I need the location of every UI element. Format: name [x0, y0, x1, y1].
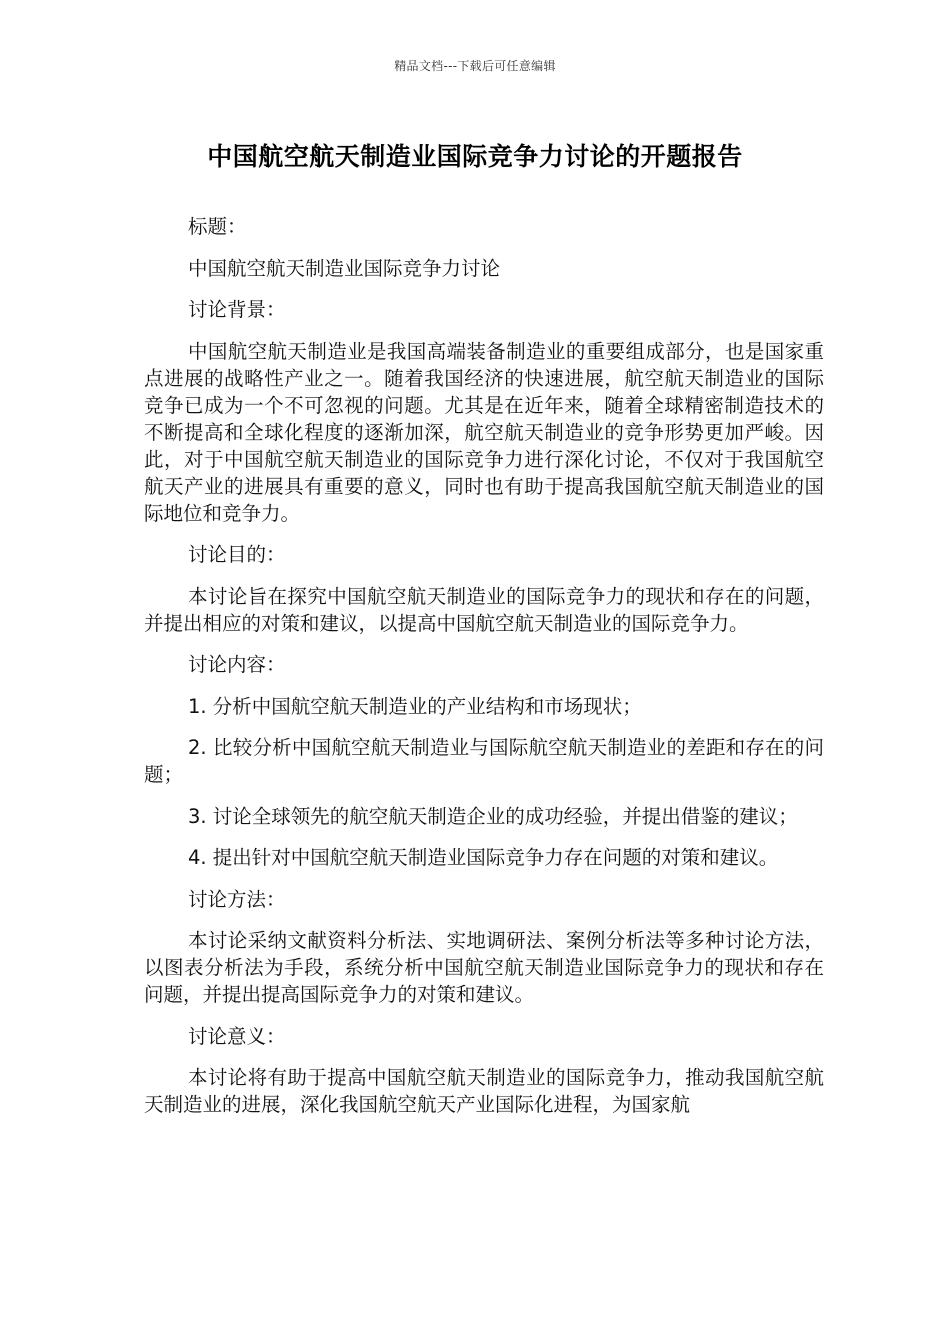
- header-note: 精品文档---下载后可任意编辑: [394, 59, 556, 73]
- purpose-paragraph: 本讨论旨在探究中国航空航天制造业的国际竞争力的现状和存在的问题，并提出相应的对策和建议，以提高中国航空航天制造业的国际竞争力。: [144, 584, 824, 635]
- method-paragraph: 本讨论采纳文献资料分析法、实地调研法、案例分析法等多种讨论方法，以图表分析法为手段，系统分析中国航空航天制造业国际竞争力的现状和存在问题，并提出提高国际竞争力的对策和建议。: [144, 929, 824, 1006]
- section-heading-content: 讨论内容：: [188, 653, 286, 676]
- label-title: 标题：: [188, 215, 247, 238]
- content-item-1: 1. 分析中国航空航天制造业的产业结构和市场现状；: [188, 694, 642, 718]
- background-paragraph: 中国航空航天制造业是我国高端装备制造业的重要组成部分，也是国家重点进展的战略性产业之一。随着我国经济的快速进展，航空航天制造业的国际竞争已成为一个不可忽视的问题。尤其是在近年来，随着全球精密制造技术的不断提高和全球化程度的逐渐加深，航空航天制造业的竞争形势更加严峻。因此，对于中国航空航天制造业的国际竞争力进行深化讨论，不仅对于我国航空航天产业的进展具有重要的意义，同时也有助于提高我国航空航天制造业的国际地位和竞争力。: [144, 339, 824, 525]
- section-heading-method: 讨论方法：: [188, 887, 286, 911]
- document-body: [144, 213, 824, 1133]
- content-item-4: 4. 提出针对中国航空航天制造业国际竞争力存在问题的对策和建议。: [188, 846, 779, 869]
- title-text: 中国航空航天制造业国际竞争力讨论: [188, 256, 501, 280]
- document-title: 中国航空航天制造业国际竞争力讨论的开题报告: [207, 142, 743, 171]
- significance-paragraph: 本讨论将有助于提高中国航空航天制造业的国际竞争力，推动我国航空航天制造业的进展，深化我国航空航天产业国际化进程，为国家航: [144, 1066, 824, 1116]
- section-heading-background: 讨论背景：: [188, 298, 286, 321]
- content-item-3: 3. 讨论全球领先的航空航天制造企业的成功经验，并提出借鉴的建议；: [188, 804, 798, 828]
- section-heading-significance: 讨论意义：: [188, 1024, 286, 1048]
- section-heading-purpose: 讨论目的：: [188, 543, 286, 566]
- content-item-2: 2. 比较分析中国航空航天制造业与国际航空航天制造业的差距和存在的问题；: [144, 736, 824, 786]
